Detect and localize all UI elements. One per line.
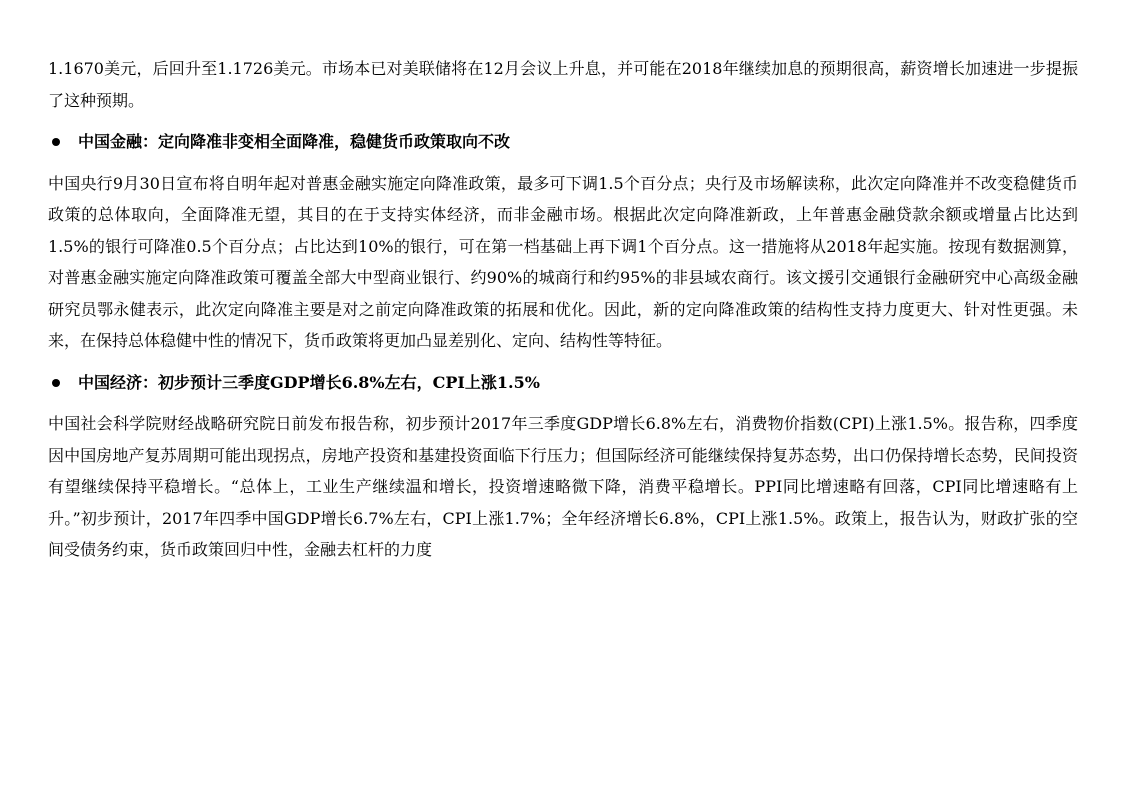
heading-text: 中国金融：定向降准非变相全面降准，稳健货币政策取向不改: [78, 132, 511, 151]
heading-china-finance: [48, 126, 1078, 158]
heading-text: 中国经济：初步预计三季度GDP增长6.8%左右，CPI上涨1.5%: [78, 372, 540, 392]
heading-china-economy: [48, 367, 1078, 399]
bullet-icon: [52, 379, 60, 387]
document-page: [48, 0, 1078, 566]
paragraph-usd-rate: 1.1670美元，后回升至1.1726美元。市场本已对美联储将在12月会议上升息，并可能在2018年继续加息的预期很高，薪资增长加速进一步提振了这种预期。: [48, 59, 1078, 110]
paragraph-gdp-forecast: 中国社会科学院财经战略研究院日前发布报告称，初步预计2017年三季度GDP增长6.8%左右，消费物价指数(CPI)上涨1.5%。报告称，四季度因中国房地产复苏周期可能出现拐点，房地产投资和基建投资面临下行压力；但国际经济可能继续保持复苏态势，出口仍保持增长态势，民间投资有望继续保持平稳增长。“总体上，工业生产继续温和增长，投资增速略微下降，消费平稳增长。PPI同比增速略有回落，CPI同比增速略有上升。”初步预计，2017年四季中国GDP增长6.7%左右，CPI上涨1.7%；全年经济增长6.8%，CPI上涨1.5%。政策上，报告认为，财政扩张的空间受债务约束，货币政策回归中性，金融去杠杆的力度: [48, 414, 1078, 559]
bullet-icon: [52, 138, 60, 146]
paragraph-targeted-rrr-cut: 中国央行9月30日宣布将自明年起对普惠金融实施定向降准政策，最多可下调1.5个百分点；央行及市场解读称，此次定向降准并不改变稳健货币政策的总体取向，全面降准无望，其目的在于支持实体经济，而非金融市场。根据此次定向降准新政，上年普惠金融贷款余额或增量占比达到1.5%的银行可降准0.5个百分点；占比达到10%的银行，可在第一档基础上再下调1个百分点。这一措施将从2018年起实施。按现有数据测算，对普惠金融实施定向降准政策可覆盖全部大中型商业银行、约90%的城商行和约95%的非县域农商行。该文援引交通银行金融研究中心高级金融研究员鄂永健表示，此次定向降准主要是对之前定向降准政策的拓展和优化。因此，新的定向降准政策的结构性支持力度更大、针对性更强。未来，在保持总体稳健中性的情况下，货币政策将更加凸显差别化、定向、结构性等特征。: [48, 173, 1078, 350]
